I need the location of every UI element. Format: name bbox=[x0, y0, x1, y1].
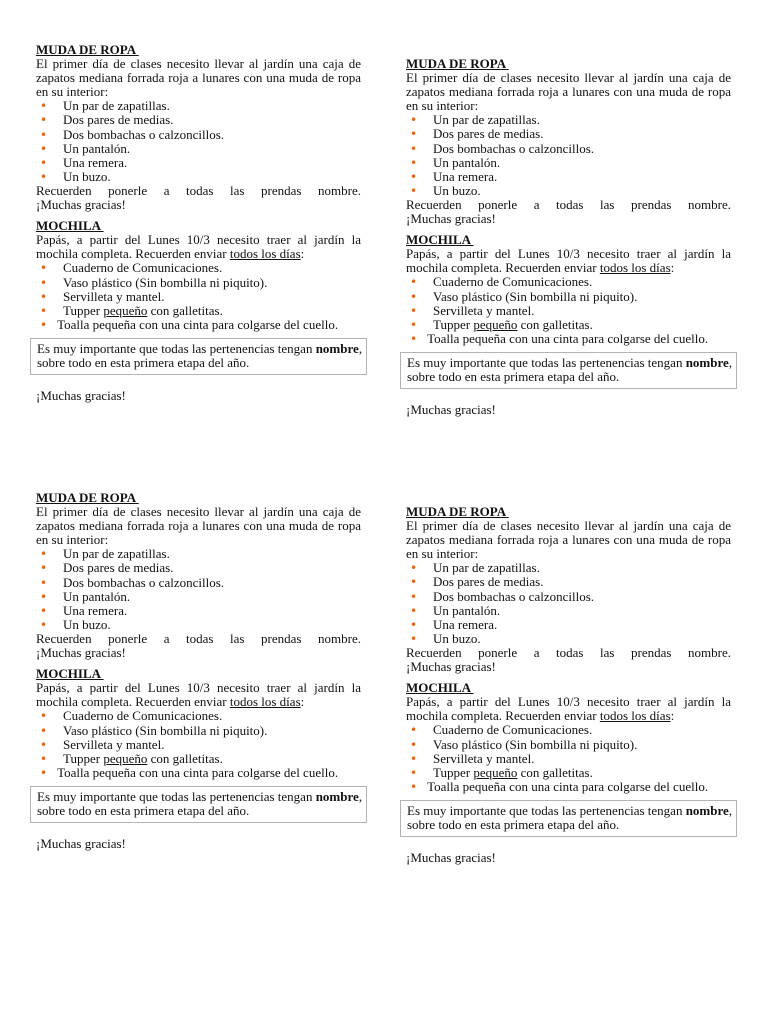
list-item: • Una remera. bbox=[40, 602, 128, 618]
bullet-icon: • bbox=[40, 603, 48, 618]
mochila-heading: MOCHILA bbox=[406, 680, 474, 696]
important-notice-box: Es muy importante que todas las pertenencias tengan nombre, sobre todo en esta primera etapa del año. bbox=[400, 800, 737, 837]
list-item: • Un buzo. bbox=[410, 630, 481, 646]
list-item: • Vaso plástico (Sin bombilla ni piquito). bbox=[410, 288, 638, 304]
mochila-intro-emphasis: todos los días bbox=[599, 260, 671, 276]
muda-intro: El primer día de clases necesito llevar al jardín una caja de zapatos mediana forrada roja a lunares con una muda de ropa en su interior: bbox=[406, 518, 731, 562]
muda-reminder: Recuerden ponerle a todas las prendas nombre. bbox=[36, 630, 361, 646]
list-item: • Vaso plástico (Sin bombilla ni piquito). bbox=[40, 722, 268, 738]
bullet-icon: • bbox=[410, 617, 418, 632]
muda-de-ropa-heading: MUDA DE ROPA bbox=[36, 42, 139, 57]
bullet-icon: • bbox=[410, 141, 418, 156]
list-item: • Una remera. bbox=[410, 168, 498, 184]
bullet-icon: • bbox=[40, 113, 48, 128]
bullet-icon: • bbox=[410, 155, 418, 170]
final-thanks: ¡Muchas gracias! bbox=[406, 402, 496, 418]
list-item: • Servilleta y mantel. bbox=[410, 302, 535, 318]
mochila-intro: Papás, a partir del Lunes 10/3 necesito traer al jardín la mochila completa. Recuerden enviar todos los días: bbox=[36, 232, 361, 262]
list-item: • Dos bombachas o calzoncillos. bbox=[410, 140, 595, 156]
bullet-icon: • bbox=[410, 275, 418, 290]
note-top-right bbox=[406, 57, 731, 417]
mochila-intro: Papás, a partir del Lunes 10/3 necesito traer al jardín la mochila completa. Recuerden enviar todos los días: bbox=[406, 246, 731, 276]
list-item: • Una remera. bbox=[410, 616, 498, 632]
bullet-icon: • bbox=[40, 289, 48, 304]
bullet-icon: • bbox=[410, 737, 418, 752]
bullet-icon: • bbox=[40, 275, 48, 290]
bullet-icon: • bbox=[40, 155, 48, 170]
list-item: • Un par de zapatillas. bbox=[40, 546, 170, 562]
note-bottom-right bbox=[406, 505, 731, 865]
bullet-icon: • bbox=[40, 561, 48, 576]
list-item: • Un buzo. bbox=[40, 168, 111, 184]
bullet-icon: • bbox=[410, 603, 418, 618]
list-item: • Dos pares de medias. bbox=[410, 574, 544, 590]
list-item: • Un buzo. bbox=[410, 182, 481, 198]
bullet-icon: • bbox=[40, 317, 48, 332]
important-notice-box: Es muy importante que todas las pertenencias tengan nombre, sobre todo en esta primera etapa del año. bbox=[30, 786, 367, 823]
mochila-intro: Papás, a partir del Lunes 10/3 necesito traer al jardín la mochila completa. Recuerden enviar todos los días: bbox=[406, 694, 731, 724]
mochila-intro-emphasis: todos los días bbox=[599, 708, 671, 724]
bullet-icon: • bbox=[40, 751, 48, 766]
note-top-left bbox=[36, 43, 361, 403]
final-thanks: ¡Muchas gracias! bbox=[36, 388, 126, 404]
muda-reminder: Recuerden ponerle a todas las prendas nombre. bbox=[406, 644, 731, 660]
list-item: • Servilleta y mantel. bbox=[40, 736, 165, 752]
muda-de-ropa-heading: MUDA DE ROPA bbox=[406, 504, 509, 519]
notice-bold-word: nombre bbox=[315, 788, 359, 804]
list-item: • Dos pares de medias. bbox=[40, 112, 174, 128]
muda-intro: El primer día de clases necesito llevar al jardín una caja de zapatos mediana forrada roja a lunares con una muda de ropa en su interior: bbox=[36, 504, 361, 548]
towel-item: • Toalla pequeña con una cinta para colgarse del cuello. bbox=[40, 764, 339, 780]
bullet-icon: • bbox=[410, 561, 418, 576]
bullet-icon: • bbox=[40, 737, 48, 752]
list-item: • Servilleta y mantel. bbox=[410, 750, 535, 766]
bullet-icon: • bbox=[40, 127, 48, 142]
list-item: • Dos bombachas o calzoncillos. bbox=[40, 574, 225, 590]
muda-reminder: Recuerden ponerle a todas las prendas nombre. bbox=[406, 196, 731, 212]
list-item: • Tupper pequeño con galletitas. bbox=[410, 764, 593, 780]
mochila-intro: Papás, a partir del Lunes 10/3 necesito traer al jardín la mochila completa. Recuerden enviar todos los días: bbox=[36, 680, 361, 710]
mochila-heading: MOCHILA bbox=[36, 218, 104, 234]
bullet-icon: • bbox=[40, 709, 48, 724]
bullet-icon: • bbox=[40, 261, 48, 276]
bullet-icon: • bbox=[410, 723, 418, 738]
list-item: • Un par de zapatillas. bbox=[410, 560, 540, 576]
bullet-icon: • bbox=[410, 289, 418, 304]
bullet-icon: • bbox=[410, 317, 418, 332]
list-item: • Un pantalón. bbox=[410, 602, 501, 618]
final-thanks: ¡Muchas gracias! bbox=[36, 836, 126, 852]
muda-thanks: ¡Muchas gracias! bbox=[406, 211, 496, 227]
tupper-emphasis: pequeño bbox=[473, 764, 518, 780]
list-item: • Un pantalón. bbox=[40, 588, 131, 604]
towel-item: • Toalla pequeña con una cinta para colgarse del cuello. bbox=[410, 330, 709, 346]
bullet-icon: • bbox=[410, 631, 418, 646]
mochila-list bbox=[36, 709, 361, 765]
muda-thanks: ¡Muchas gracias! bbox=[36, 197, 126, 213]
list-item: • Un buzo. bbox=[40, 616, 111, 632]
bullet-icon: • bbox=[410, 765, 418, 780]
tupper-emphasis: pequeño bbox=[473, 316, 518, 332]
list-item: • Dos bombachas o calzoncillos. bbox=[40, 126, 225, 142]
notice-bold-word: nombre bbox=[315, 340, 359, 356]
bullet-icon: • bbox=[410, 751, 418, 766]
bullet-icon: • bbox=[410, 183, 418, 198]
list-item: • Un par de zapatillas. bbox=[40, 98, 170, 114]
list-item: • Vaso plástico (Sin bombilla ni piquito). bbox=[40, 274, 268, 290]
list-item: • Un pantalón. bbox=[40, 140, 131, 156]
bullet-icon: • bbox=[410, 113, 418, 128]
mochila-list bbox=[36, 261, 361, 317]
bullet-icon: • bbox=[40, 547, 48, 562]
muda-de-ropa-heading: MUDA DE ROPA bbox=[406, 56, 509, 71]
list-item: • Tupper pequeño con galletitas. bbox=[40, 750, 223, 766]
bullet-icon: • bbox=[40, 575, 48, 590]
list-item: • Cuaderno de Comunicaciones. bbox=[410, 274, 593, 290]
important-notice-box: Es muy importante que todas las pertenencias tengan nombre, sobre todo en esta primera etapa del año. bbox=[30, 338, 367, 375]
final-thanks: ¡Muchas gracias! bbox=[406, 850, 496, 866]
muda-intro: El primer día de clases necesito llevar al jardín una caja de zapatos mediana forrada roja a lunares con una muda de ropa en su interior: bbox=[36, 56, 361, 100]
mochila-list bbox=[406, 275, 731, 331]
bullet-icon: • bbox=[410, 303, 418, 318]
muda-thanks: ¡Muchas gracias! bbox=[406, 659, 496, 675]
muda-reminder: Recuerden ponerle a todas las prendas nombre. bbox=[36, 182, 361, 198]
list-item: • Dos pares de medias. bbox=[40, 560, 174, 576]
bullet-icon: • bbox=[410, 169, 418, 184]
notice-bold-word: nombre bbox=[685, 354, 729, 370]
bullet-icon: • bbox=[40, 723, 48, 738]
mochila-intro-emphasis: todos los días bbox=[229, 246, 301, 262]
muda-intro: El primer día de clases necesito llevar al jardín una caja de zapatos mediana forrada roja a lunares con una muda de ropa en su interior: bbox=[406, 70, 731, 114]
mochila-heading: MOCHILA bbox=[406, 232, 474, 248]
list-item: • Dos pares de medias. bbox=[410, 126, 544, 142]
list-item: • Dos bombachas o calzoncillos. bbox=[410, 588, 595, 604]
muda-list bbox=[406, 561, 731, 646]
mochila-heading: MOCHILA bbox=[36, 666, 104, 682]
bullet-icon: • bbox=[40, 169, 48, 184]
notice-bold-word: nombre bbox=[685, 802, 729, 818]
muda-de-ropa-heading: MUDA DE ROPA bbox=[36, 490, 139, 505]
towel-item: • Toalla pequeña con una cinta para colgarse del cuello. bbox=[410, 778, 709, 794]
bullet-icon: • bbox=[410, 331, 418, 346]
bullet-icon: • bbox=[410, 779, 418, 794]
mochila-intro-emphasis: todos los días bbox=[229, 694, 301, 710]
mochila-list bbox=[406, 723, 731, 779]
list-item: • Una remera. bbox=[40, 154, 128, 170]
bullet-icon: • bbox=[40, 617, 48, 632]
bullet-icon: • bbox=[410, 589, 418, 604]
bullet-icon: • bbox=[410, 127, 418, 142]
list-item: • Cuaderno de Comunicaciones. bbox=[40, 260, 223, 276]
important-notice-box: Es muy importante que todas las pertenencias tengan nombre, sobre todo en esta primera etapa del año. bbox=[400, 352, 737, 389]
list-item: • Servilleta y mantel. bbox=[40, 288, 165, 304]
list-item: • Tupper pequeño con galletitas. bbox=[410, 316, 593, 332]
bullet-icon: • bbox=[40, 141, 48, 156]
note-bottom-left bbox=[36, 491, 361, 851]
bullet-icon: • bbox=[410, 575, 418, 590]
muda-list bbox=[406, 113, 731, 198]
muda-thanks: ¡Muchas gracias! bbox=[36, 645, 126, 661]
bullet-icon: • bbox=[40, 765, 48, 780]
tupper-emphasis: pequeño bbox=[103, 302, 148, 318]
list-item: • Cuaderno de Comunicaciones. bbox=[40, 708, 223, 724]
list-item: • Vaso plástico (Sin bombilla ni piquito). bbox=[410, 736, 638, 752]
list-item: • Tupper pequeño con galletitas. bbox=[40, 302, 223, 318]
bullet-icon: • bbox=[40, 303, 48, 318]
list-item: • Un par de zapatillas. bbox=[410, 112, 540, 128]
list-item: • Un pantalón. bbox=[410, 154, 501, 170]
bullet-icon: • bbox=[40, 589, 48, 604]
bullet-icon: • bbox=[40, 99, 48, 114]
muda-list bbox=[36, 99, 361, 184]
muda-list bbox=[36, 547, 361, 632]
list-item: • Cuaderno de Comunicaciones. bbox=[410, 722, 593, 738]
towel-item: • Toalla pequeña con una cinta para colgarse del cuello. bbox=[40, 316, 339, 332]
tupper-emphasis: pequeño bbox=[103, 750, 148, 766]
